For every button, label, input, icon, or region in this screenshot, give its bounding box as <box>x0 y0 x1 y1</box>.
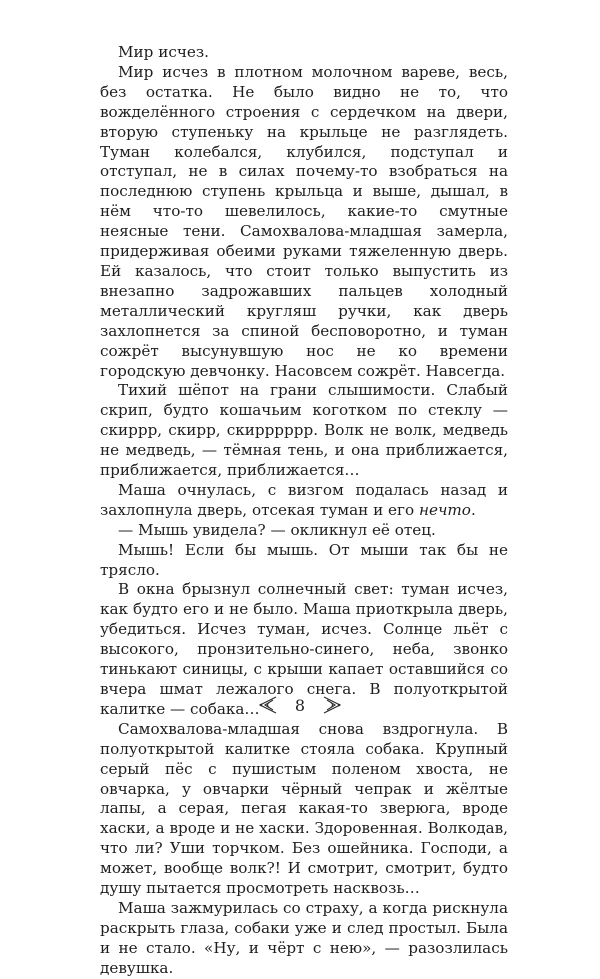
ornament-icon <box>322 694 344 716</box>
body-text <box>100 43 508 979</box>
paragraph: Тихий шёпот на грани слышимости. Слабый скрип, будто кошачьим коготком по стеклу — скиррр, скирр, скирррррр. Волк не волк, медведь не медведь, — тёмная тень, и она приближается, приближается, приближается… <box>100 381 508 480</box>
paragraph-text: . <box>470 500 476 519</box>
ornament-icon <box>256 694 278 716</box>
emphasis-text: нечто <box>418 500 471 519</box>
page-number: 8 <box>294 696 306 715</box>
paragraph-text: Маша очнулась, с визгом подалась назад и захлопнула дверь, отсекая туман и его <box>100 480 508 519</box>
paragraph: Маша зажмурилась со страху, а когда рискнула раскрыть глаза, собаки уже и след простыл. Была и не стало. «Ну, и чёрт с нею», — разозлилась девушка. <box>100 898 508 977</box>
paragraph: Мир исчез в плотном молочном вареве, весь, без остатка. Не было видно не то, что вожделённого строения с сердечком на двери, вторую ступеньку на крыльце не разглядеть. Туман колебался, клубился, подступал и отступал, не в силах почему-то взобраться на последнюю ступень крыльца и выше, дышал, в нём что-то шевелилось, какие-то смутные неясные тени. Самохвалова-младшая замерла, придерживая обеими руками тяжеленную дверь. Ей казалось, что стоит только выпустить из внезапно задрожавших пальцев холодный металлический кругляш ручки, как дверь захлопнется за спиной бесповоротно, и туман сожрёт высунувшую нос не ко времени городскую девчонку. Насовсем сожрёт. Навсегда. <box>100 62 508 380</box>
paragraph: Мир исчез. <box>118 43 209 61</box>
paragraph: — Мышь увидела? — окликнул её отец. <box>118 520 436 539</box>
paragraph <box>100 481 508 521</box>
page-footer <box>0 694 600 718</box>
paragraph: В окна брызнул солнечный свет: туман исчез, как будто его и не было. Маша приоткрыла дверь, убедиться. Исчез туман, исчез. Солнце льёт с высокого, пронзительно-синего, неба, звонко тинькают синицы, с крыши капает оставшийся со вчера шмат лежалого снега. В полуоткрытой калитке — собака… <box>100 580 508 718</box>
paragraph: Самохвалова-младшая снова вздрогнула. В полуоткрытой калитке стояла собака. Крупный серый пёс с пушистым поленом хвоста, не овчарка, у овчарки чёрный чепрак и жёлтые лапы, а серая, пегая какая-то зверюга, вроде хаски, а вроде и не хаски. Здоровенная. Волкодав, что ли? Уши торчком. Без ошейника. Господи, а может, вообще волк?! И смотрит, смотрит, будто душу пытается просмотреть насквозь… <box>100 719 508 898</box>
paragraph: Мышь! Если бы мышь. От мыши так бы не трясло. <box>100 540 508 579</box>
